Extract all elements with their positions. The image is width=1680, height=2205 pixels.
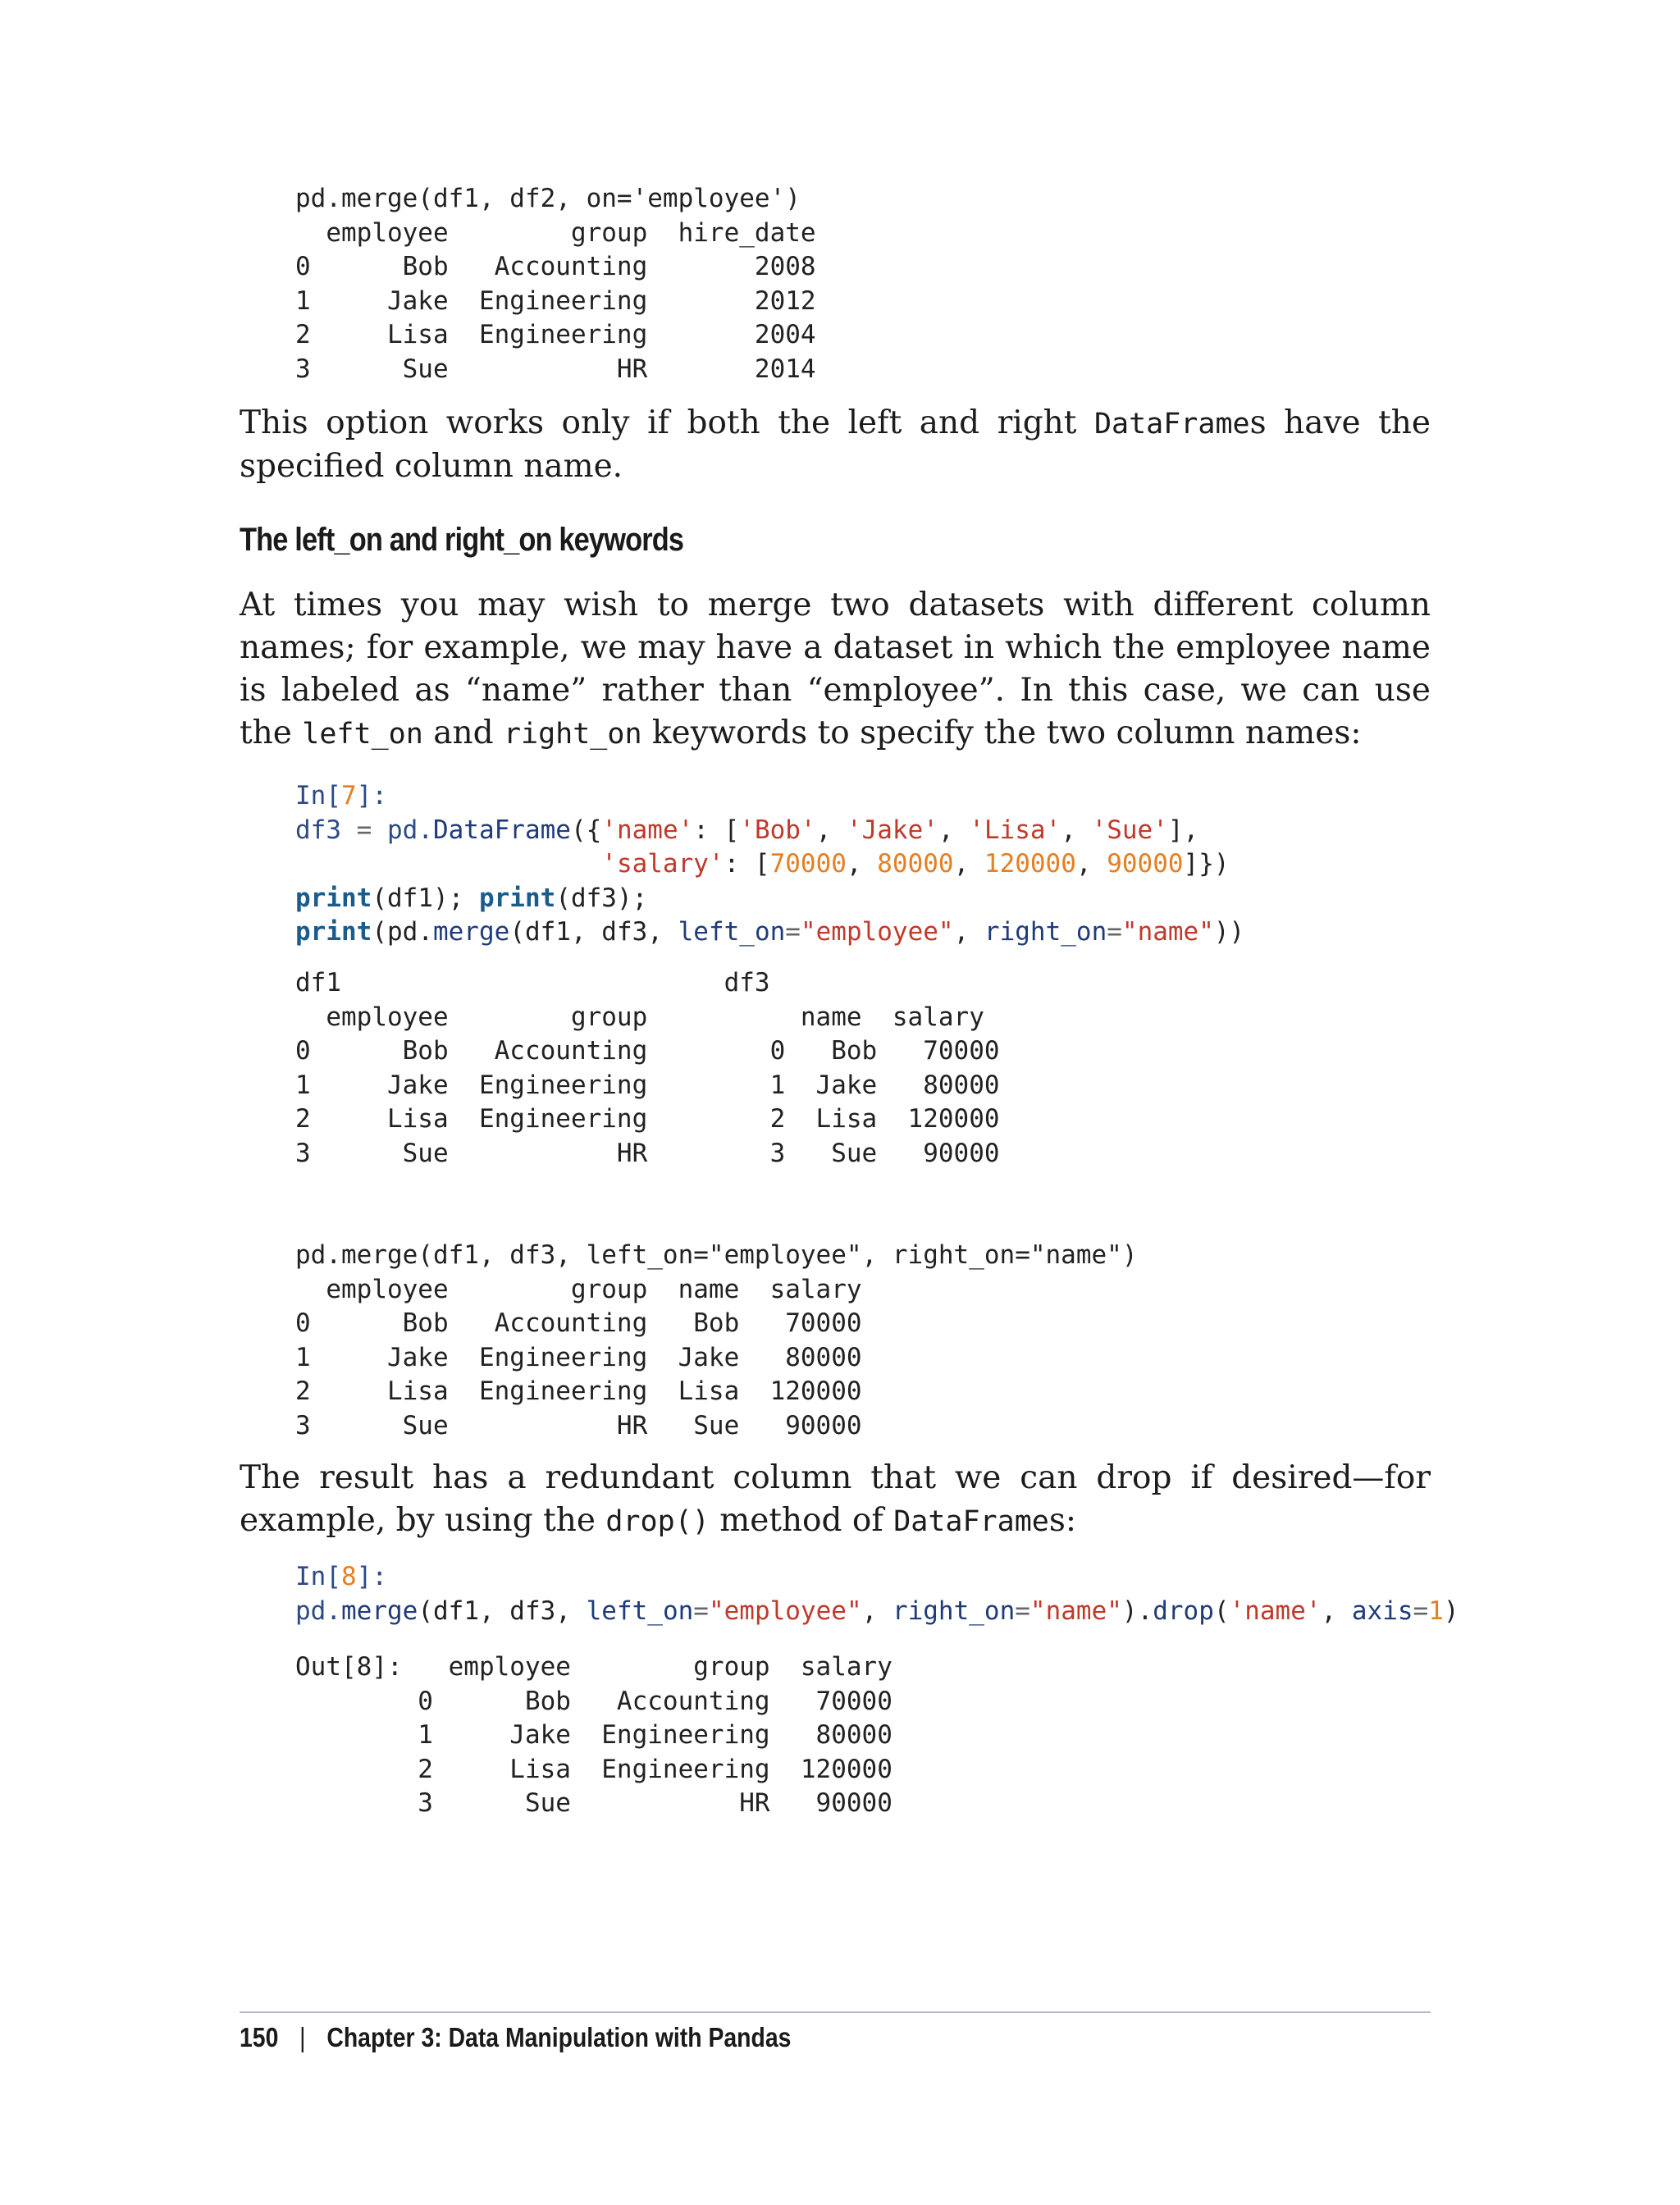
chapter-title: Chapter 3: Data Manipulation with Pandas (326, 2022, 792, 2052)
table-row: 2 Lisa Engineering 120000 (295, 1754, 892, 1784)
table-row: 0 Bob Accounting Bob 70000 (295, 1308, 862, 1338)
page-number: 150 (240, 2022, 279, 2052)
output-cell-7-merge (295, 1239, 1138, 1443)
output-cell-8 (295, 1650, 892, 1821)
section-heading: The left_on and right_on keywords (240, 522, 684, 558)
merge-on-employee-output (295, 182, 816, 386)
code-line: pd.merge(df1, df2, on='employee') (295, 184, 801, 213)
table-row: 3 Sue HR 3 Sue 90000 (295, 1138, 1000, 1168)
code-line: print(df1); print(df3); (295, 883, 648, 913)
input-cell-7 (295, 779, 1244, 950)
input-cell-8 (295, 1560, 1459, 1628)
table-header: Out[8]: employee group salary (295, 1652, 892, 1682)
table-row: 1 Jake Engineering 80000 (295, 1720, 892, 1750)
input-prompt: In[7]: (295, 781, 387, 810)
table-row: 1 Jake Engineering 1 Jake 80000 (295, 1070, 1000, 1100)
inline-code: left_on (302, 718, 423, 751)
code-line: df3 = pd.DataFrame({'name': ['Bob', 'Jake', 'Lisa', 'Sue'], (295, 815, 1199, 845)
paragraph-drop: The result has a redundant column that we can drop if desired—for example, by using the drop() method of DataFrames: (240, 1459, 1431, 1539)
table-header: employee group hire_date (295, 217, 816, 248)
table-header: employee group name salary (295, 1002, 984, 1032)
output-cell-7-tables (295, 966, 1000, 1171)
page-footer (240, 2022, 791, 2053)
table-row: 3 Sue HR 90000 (295, 1788, 892, 1818)
table-row: 0 Bob Accounting 70000 (295, 1686, 892, 1716)
code-line: pd.merge(df1, df3, left_on="employee", right_on="name") (295, 1240, 1138, 1270)
table-row: 2 Lisa Engineering Lisa 120000 (295, 1376, 862, 1406)
inline-code: right_on (503, 718, 642, 751)
table-row: 0 Bob Accounting 2008 (295, 252, 816, 281)
table-row: 3 Sue HR 2014 (295, 354, 816, 384)
table-row: 3 Sue HR Sue 90000 (295, 1410, 862, 1440)
code-line: pd.merge(df1, df3, left_on="employee", right_on="name").drop('name', axis=1) (295, 1596, 1459, 1626)
table-row: 2 Lisa Engineering 2 Lisa 120000 (295, 1104, 1000, 1134)
table-header: employee group name salary (295, 1274, 862, 1304)
inline-code: DataFrame (893, 1505, 1049, 1538)
paragraph-left-on-right-on: At times you may wish to merge two datasets with different column names; for example, we may have a dataset in which the employee name is labeled as “name” rather than “employee”. In this case, we can use the left_on and right_on keywords to specify the two column names: (240, 587, 1431, 751)
table-row: 2 Lisa Engineering 2004 (295, 320, 816, 349)
table-row: 0 Bob Accounting 0 Bob 70000 (295, 1036, 1000, 1066)
footer-divider (240, 2011, 1431, 2013)
table-row: 1 Jake Engineering Jake 80000 (295, 1342, 862, 1372)
code-line: print(pd.merge(df1, df3, left_on="employee", right_on="name")) (295, 917, 1245, 947)
table-labels: df1 df3 (295, 968, 770, 998)
paragraph-on-option: This option works only if both the left and right DataFrames have the specified column name. (240, 404, 1431, 485)
input-prompt: In[8]: (295, 1562, 387, 1591)
inline-code: DataFrame (1093, 408, 1250, 441)
table-row: 1 Jake Engineering 2012 (295, 285, 816, 316)
inline-code: drop() (605, 1505, 710, 1538)
code-line: 'salary': [70000, 80000, 120000, 90000]}) (601, 849, 1230, 879)
footer-separator: | (299, 2022, 306, 2052)
